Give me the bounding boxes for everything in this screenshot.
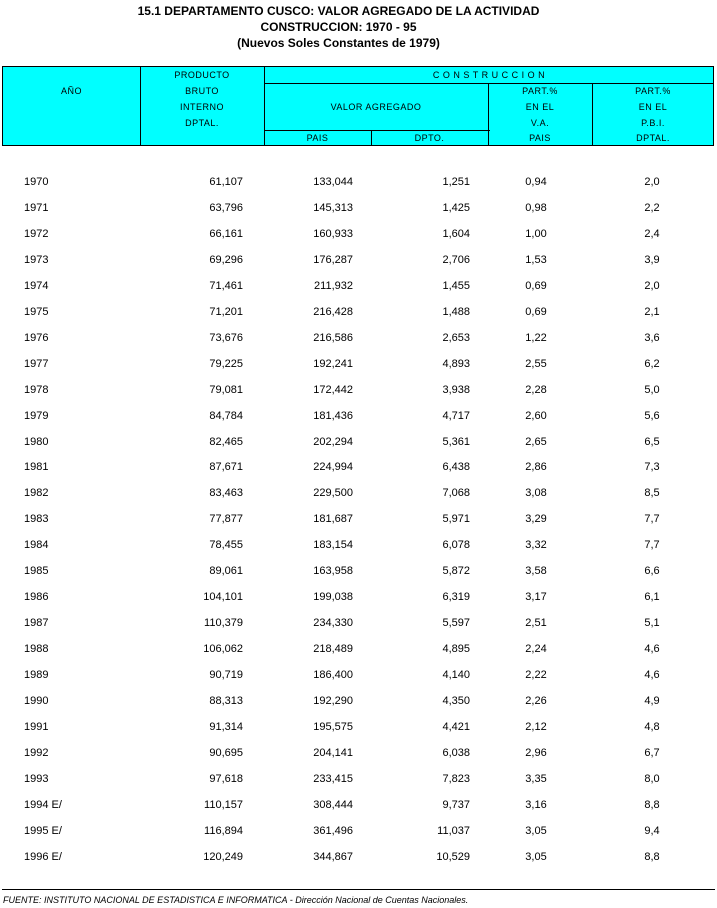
cell-part-va: 0,98 — [525, 201, 547, 214]
cell-year: 1994 E/ — [24, 798, 62, 811]
cell-year: 1986 — [24, 591, 49, 604]
table-row — [0, 689, 717, 715]
cell-part-pbi: 2,0 — [644, 176, 660, 188]
page-units: (Nuevos Soles Constantes de 1979) — [237, 36, 440, 50]
table-row — [0, 196, 717, 222]
cell-part-va: 3,05 — [525, 850, 547, 863]
cell-va-pais: 176,287 — [313, 253, 353, 266]
table-row — [0, 507, 717, 533]
cell-pbi: 120,249 — [203, 850, 243, 863]
cell-part-pbi: 9,4 — [644, 824, 660, 837]
cell-year: 1979 — [24, 409, 49, 422]
cell-part-va: 3,29 — [525, 513, 547, 526]
header-valor-agregado: VALOR AGREGADO — [330, 102, 422, 112]
cell-va-dpto: 6,038 — [442, 746, 470, 759]
cell-va-pais: 216,428 — [313, 305, 353, 318]
cell-va-dpto: 9,737 — [442, 798, 470, 811]
cell-part-pbi: 8,5 — [644, 487, 660, 500]
cell-va-pais: 202,294 — [313, 435, 353, 448]
cell-pbi: 79,081 — [209, 383, 243, 396]
cell-va-dpto: 6,078 — [442, 539, 470, 552]
cell-va-pais: 163,958 — [313, 565, 353, 578]
header-part-pbi-line3: P.B.I. — [641, 118, 665, 128]
cell-part-va: 3,32 — [525, 539, 547, 552]
cell-part-va: 0,69 — [525, 305, 547, 318]
table-row — [0, 767, 717, 793]
cell-va-dpto: 11,037 — [437, 824, 470, 837]
table-row — [0, 430, 717, 456]
cell-year: 1973 — [24, 253, 49, 266]
cell-va-pais: 181,687 — [313, 513, 353, 526]
cell-part-pbi: 5,6 — [644, 409, 660, 422]
cell-part-pbi: 4,8 — [644, 720, 660, 733]
cell-year: 1988 — [24, 643, 49, 656]
cell-va-dpto: 4,350 — [442, 695, 470, 707]
cell-part-pbi: 6,7 — [644, 746, 660, 759]
cell-part-va: 1,22 — [525, 331, 547, 344]
cell-part-va: 1,53 — [525, 253, 547, 266]
cell-pbi: 61,107 — [209, 176, 243, 188]
table-row — [0, 222, 717, 248]
cell-va-pais: 160,933 — [313, 227, 353, 240]
table-row — [0, 300, 717, 326]
cell-pbi: 79,225 — [209, 357, 243, 370]
header-part-pbi-line4: DPTAL. — [636, 133, 670, 143]
cell-part-pbi: 2,4 — [644, 227, 660, 240]
cell-part-va: 2,51 — [525, 617, 547, 630]
footer-divider — [2, 889, 715, 890]
cell-va-pais: 183,154 — [313, 539, 353, 552]
cell-pbi: 110,157 — [204, 798, 243, 811]
table-row — [0, 663, 717, 689]
cell-year: 1985 — [24, 565, 49, 578]
header-part-va-line1: PART.% — [522, 86, 558, 96]
cell-va-pais: 211,932 — [314, 279, 353, 292]
cell-part-va: 2,86 — [525, 461, 547, 474]
cell-year: 1976 — [24, 331, 49, 344]
cell-pbi: 91,314 — [209, 720, 243, 733]
cell-va-pais: 145,313 — [313, 201, 353, 214]
cell-pbi: 89,061 — [209, 565, 243, 578]
cell-va-pais: 229,500 — [313, 487, 353, 500]
header-part-va-line4: PAIS — [529, 133, 551, 143]
cell-pbi: 106,062 — [203, 643, 243, 656]
cell-va-dpto: 1,251 — [442, 176, 470, 188]
page-title: 15.1 DEPARTAMENTO CUSCO: VALOR AGREGADO DE LA ACTIVIDAD — [137, 4, 540, 18]
cell-year: 1995 E/ — [24, 824, 62, 837]
cell-va-dpto: 1,455 — [442, 279, 470, 292]
cell-part-va: 2,28 — [525, 383, 547, 396]
cell-year: 1971 — [24, 201, 49, 214]
cell-part-pbi: 6,2 — [644, 357, 660, 370]
cell-va-dpto: 4,717 — [442, 409, 470, 422]
cell-part-va: 3,58 — [525, 565, 547, 578]
cell-part-va: 0,94 — [525, 176, 547, 188]
cell-va-dpto: 7,068 — [442, 487, 470, 500]
cell-year: 1996 E/ — [24, 850, 62, 863]
cell-year: 1978 — [24, 383, 49, 396]
cell-pbi: 66,161 — [209, 227, 243, 240]
cell-pbi: 104,101 — [203, 591, 243, 604]
cell-part-pbi: 6,6 — [644, 565, 660, 578]
cell-pbi: 71,201 — [209, 305, 243, 318]
table-row — [0, 352, 717, 378]
table-row — [0, 715, 717, 741]
header-pais: PAIS — [306, 133, 329, 143]
header-dpto: DPTO. — [414, 133, 445, 143]
cell-part-pbi: 5,0 — [644, 383, 660, 396]
cell-va-dpto: 7,823 — [442, 772, 470, 785]
cell-va-pais: 224,994 — [313, 461, 353, 474]
cell-pbi: 90,719 — [209, 669, 243, 682]
cell-part-pbi: 8,8 — [644, 850, 660, 863]
cell-part-pbi: 6,5 — [644, 435, 660, 448]
cell-part-va: 3,17 — [525, 591, 547, 604]
cell-part-va: 2,60 — [525, 409, 547, 422]
cell-year: 1972 — [24, 227, 49, 240]
table-row — [0, 455, 717, 481]
cell-part-va: 3,08 — [525, 487, 547, 500]
cell-va-pais: 218,489 — [313, 643, 353, 656]
cell-part-pbi: 4,6 — [644, 669, 660, 682]
source-note: FUENTE: INSTITUTO NACIONAL DE ESTADISTICA E INFORMATICA - Dirección Nacional de Cuentas Nacionales. — [3, 895, 469, 905]
header-part-va-line3: V.A. — [530, 118, 550, 128]
header-pbi-line3: INTERNO — [180, 102, 224, 112]
cell-year: 1992 — [24, 746, 49, 759]
table-row — [0, 404, 717, 430]
cell-part-va: 1,00 — [525, 227, 547, 240]
cell-part-pbi: 7,7 — [644, 539, 660, 552]
cell-part-pbi: 4,6 — [644, 643, 660, 656]
cell-va-dpto: 5,361 — [442, 435, 470, 448]
cell-pbi: 97,618 — [209, 772, 243, 785]
cell-va-dpto: 6,438 — [442, 461, 470, 474]
table-row — [0, 378, 717, 404]
cell-va-dpto: 4,893 — [442, 357, 470, 370]
cell-year: 1984 — [24, 539, 49, 552]
table-row — [0, 533, 717, 559]
cell-part-va: 3,35 — [525, 772, 547, 785]
cell-pbi: 77,877 — [209, 513, 243, 526]
cell-part-va: 2,55 — [525, 357, 547, 370]
cell-pbi: 63,796 — [209, 201, 243, 214]
cell-year: 1982 — [24, 487, 49, 500]
cell-va-pais: 133,044 — [313, 176, 353, 188]
cell-year: 1975 — [24, 305, 49, 318]
cell-part-va: 2,65 — [525, 435, 547, 448]
cell-va-dpto: 4,140 — [442, 669, 470, 682]
cell-year: 1991 — [24, 720, 49, 733]
header-pbi-line4: DPTAL. — [185, 118, 219, 128]
cell-part-pbi: 3,6 — [644, 331, 660, 344]
cell-va-dpto: 2,706 — [442, 253, 470, 266]
cell-part-va: 0,69 — [525, 279, 547, 292]
cell-part-pbi: 7,3 — [644, 461, 660, 474]
cell-part-pbi: 5,1 — [644, 617, 660, 630]
cell-year: 1987 — [24, 617, 49, 630]
table-row — [0, 326, 717, 352]
cell-va-dpto: 1,488 — [442, 305, 470, 318]
cell-va-pais: 192,290 — [313, 695, 353, 707]
cell-part-va: 2,96 — [525, 746, 547, 759]
cell-va-dpto: 5,597 — [442, 617, 470, 630]
table-row — [0, 481, 717, 507]
cell-part-pbi: 7,7 — [644, 513, 660, 526]
cell-va-pais: 186,400 — [313, 669, 353, 682]
table-row — [0, 274, 717, 300]
table-header — [2, 66, 714, 146]
cell-va-dpto: 4,421 — [442, 720, 470, 733]
cell-pbi: 90,695 — [209, 746, 243, 759]
cell-va-dpto: 3,938 — [442, 383, 470, 396]
cell-va-pais: 361,496 — [313, 824, 353, 837]
table-row — [0, 819, 717, 845]
cell-va-dpto: 10,529 — [436, 850, 470, 863]
cell-year: 1983 — [24, 513, 49, 526]
header-year: AÑO — [60, 86, 82, 96]
cell-pbi: 88,313 — [209, 695, 243, 707]
cell-pbi: 87,671 — [209, 461, 243, 474]
cell-va-pais: 181,436 — [313, 409, 353, 422]
cell-va-dpto: 1,425 — [442, 201, 470, 214]
cell-pbi: 69,296 — [209, 253, 243, 266]
cell-va-dpto: 6,319 — [442, 591, 470, 604]
cell-year: 1989 — [24, 669, 49, 682]
cell-va-dpto: 5,971 — [442, 513, 470, 526]
cell-part-pbi: 6,1 — [644, 591, 660, 604]
cell-part-pbi: 4,9 — [644, 695, 660, 707]
header-part-pbi-line1: PART.% — [635, 86, 671, 96]
cell-pbi: 73,676 — [209, 331, 243, 344]
cell-part-va: 3,05 — [525, 824, 547, 837]
cell-year: 1993 — [24, 772, 49, 785]
cell-pbi: 110,379 — [204, 617, 243, 630]
cell-pbi: 71,461 — [209, 279, 243, 292]
cell-va-pais: 195,575 — [313, 720, 353, 733]
cell-part-pbi: 8,0 — [644, 772, 660, 785]
table-row — [0, 845, 717, 871]
cell-va-dpto: 1,604 — [442, 227, 470, 240]
header-pbi-line1: PRODUCTO — [174, 70, 230, 80]
cell-va-dpto: 5,872 — [442, 565, 470, 578]
page-subtitle: CONSTRUCCION: 1970 - 95 — [260, 20, 417, 34]
cell-year: 1970 — [24, 176, 49, 188]
cell-part-pbi: 2,1 — [644, 305, 660, 318]
cell-va-pais: 172,442 — [313, 383, 353, 396]
cell-pbi: 84,784 — [209, 409, 243, 422]
cell-va-dpto: 4,895 — [442, 643, 470, 656]
table-row — [0, 637, 717, 663]
cell-part-pbi: 8,8 — [644, 798, 660, 811]
cell-pbi: 83,463 — [209, 487, 243, 500]
cell-part-pbi: 2,0 — [644, 279, 660, 292]
table-row — [0, 170, 717, 196]
header-part-va-line2: EN EL — [525, 102, 555, 112]
cell-va-pais: 204,141 — [313, 746, 353, 759]
cell-va-pais: 344,867 — [313, 850, 353, 863]
cell-va-pais: 234,330 — [313, 617, 353, 630]
cell-va-pais: 216,586 — [313, 331, 353, 344]
cell-va-dpto: 2,653 — [442, 331, 470, 344]
table-row — [0, 585, 717, 611]
cell-part-va: 2,26 — [525, 695, 547, 707]
table-row — [0, 611, 717, 637]
cell-year: 1990 — [24, 695, 49, 707]
cell-pbi: 78,455 — [209, 539, 243, 552]
cell-year: 1974 — [24, 279, 49, 292]
table-row — [0, 741, 717, 767]
cell-pbi: 116,894 — [204, 824, 243, 837]
cell-year: 1977 — [24, 357, 49, 370]
cell-part-va: 2,12 — [525, 720, 547, 733]
cell-year: 1980 — [24, 435, 49, 448]
cell-va-pais: 308,444 — [313, 798, 353, 811]
cell-va-pais: 199,038 — [313, 591, 353, 604]
table-row — [0, 248, 717, 274]
header-part-pbi-line2: EN EL — [638, 102, 668, 112]
cell-va-pais: 233,415 — [313, 772, 353, 785]
table-row — [0, 793, 717, 819]
cell-part-va: 3,16 — [525, 798, 547, 811]
cell-part-va: 2,22 — [525, 669, 547, 682]
cell-pbi: 82,465 — [209, 435, 243, 448]
table-row — [0, 559, 717, 585]
cell-year: 1981 — [24, 461, 49, 474]
cell-part-va: 2,24 — [525, 643, 547, 656]
cell-part-pbi: 2,2 — [644, 201, 660, 214]
cell-part-pbi: 3,9 — [644, 253, 660, 266]
header-construccion: C O N S T R U C C I O N — [432, 70, 546, 80]
header-pbi-line2: BRUTO — [185, 86, 219, 96]
cell-va-pais: 192,241 — [313, 357, 353, 370]
